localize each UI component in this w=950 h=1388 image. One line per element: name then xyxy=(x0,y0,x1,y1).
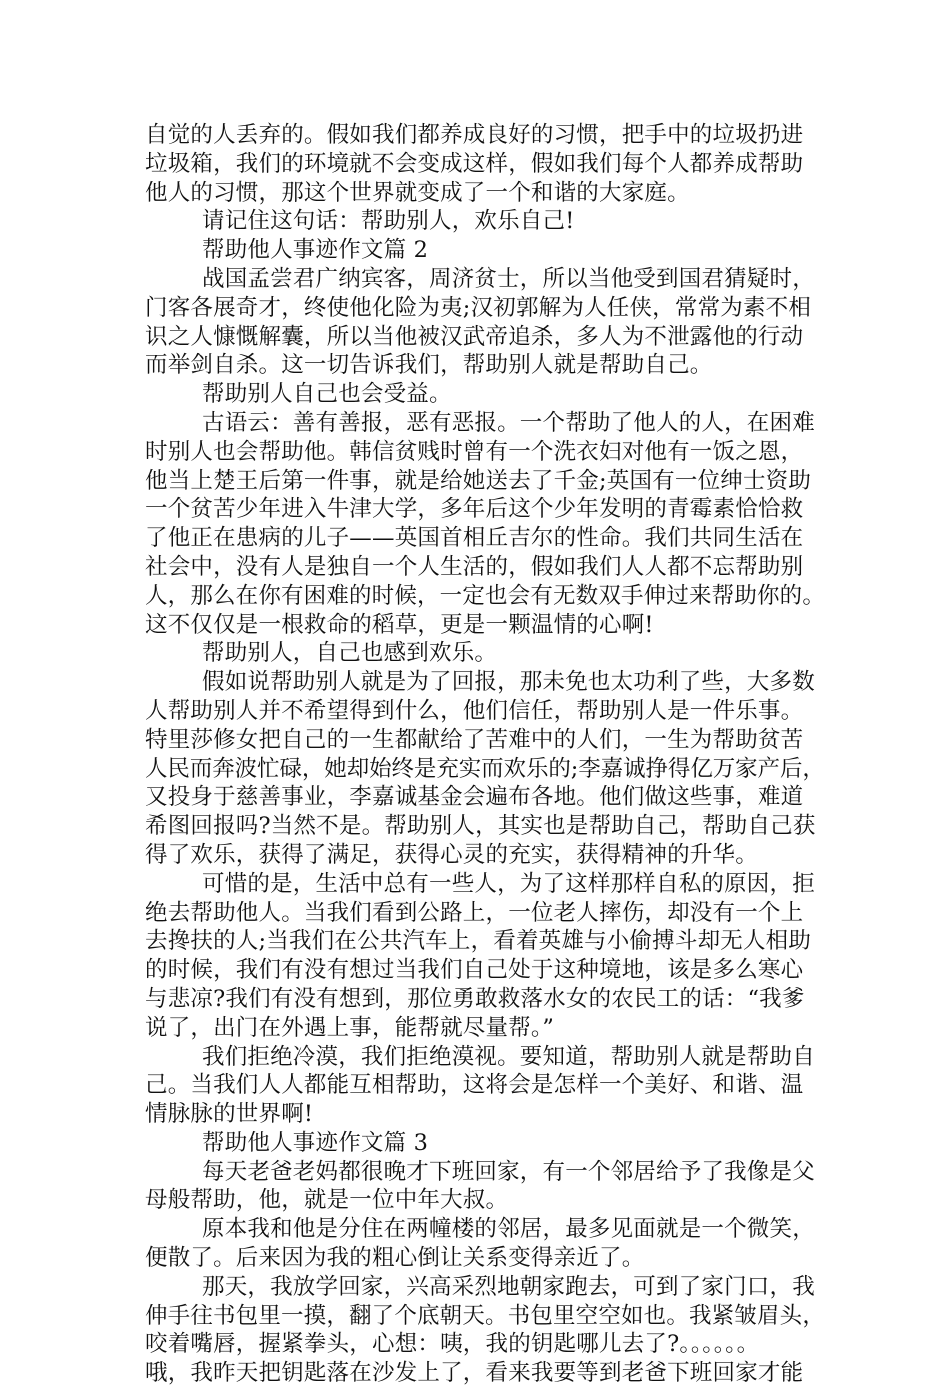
text-line: 假如说帮助别人就是为了回报，那未免也太功利了些，大多数 xyxy=(202,669,815,696)
text-line: 得了欢乐，获得了满足，获得心灵的充实，获得精神的升华。 xyxy=(145,841,758,868)
text-line: 了他正在患病的儿子——英国首相丘吉尔的性命。我们共同生活在 xyxy=(145,525,804,552)
text-line: 可惜的是，生活中总有一些人，为了这样那样自私的原因，拒 xyxy=(202,870,815,897)
text-line: 希图回报吗?当然不是。帮助别人，其实也是帮助自己，帮助自己获 xyxy=(145,813,816,840)
text-line: 帮助别人，自己也感到欢乐。 xyxy=(202,640,498,667)
text-line: 他人的习惯，那这个世界就变成了一个和谐的大家庭。 xyxy=(145,179,690,206)
text-line: 说了，出门在外遇上事，能帮就尽量帮。” xyxy=(145,1014,555,1041)
text-line: 去搀扶的人;当我们在公共汽车上，看着英雄与小偷搏斗却无人相助 xyxy=(145,928,812,955)
text-line: 情脉脉的世界啊! xyxy=(145,1101,314,1128)
document-body xyxy=(145,121,825,1388)
text-line: 帮助别人自己也会受益。 xyxy=(202,381,452,408)
text-line: 他当上楚王后第一件事，就是给她送去了千金;英国有一位绅士资助 xyxy=(145,467,812,494)
text-line: 咬着嘴唇，握紧拳头，心想：咦，我的钥匙哪儿去了?。。。。。。 xyxy=(145,1331,760,1358)
text-line: 战国孟尝君广纳宾客，周济贫士，所以当他受到国君猜疑时， xyxy=(202,265,815,292)
text-line: 社会中，没有人是独自一个人生活的，假如我们人人都不忘帮助别 xyxy=(145,553,804,580)
text-line: 我们拒绝冷漠，我们拒绝漠视。要知道，帮助别人就是帮助自 xyxy=(202,1043,815,1070)
text-line: 门客各展奇才，终使他化险为夷;汉初郭解为人任侠，常常为素不相 xyxy=(145,294,812,321)
text-line: 便散了。后来因为我的粗心倒让关系变得亲近了。 xyxy=(145,1245,645,1272)
text-line: 母般帮助，他，就是一位中年大叔。 xyxy=(145,1187,509,1214)
text-line: 这不仅仅是一根救命的稻草，更是一颗温情的心啊! xyxy=(145,611,654,638)
text-line: 识之人慷慨解囊，所以当他被汉武帝追杀，多人为不泄露他的行动 xyxy=(145,323,804,350)
text-line: 古语云：善有善报，恶有恶报。一个帮助了他人的人，在困难 xyxy=(202,409,815,436)
text-line: 时别人也会帮助他。韩信贫贱时曾有一个洗衣妇对他有一饭之恩， xyxy=(145,438,804,465)
text-line: 垃圾箱，我们的环境就不会变成这样，假如我们每个人都养成帮助 xyxy=(145,150,804,177)
text-line: 请记住这句话：帮助别人，欢乐自己! xyxy=(202,208,575,235)
text-line: 伸手往书包里一摸，翻了个底朝天。书包里空空如也。我紧皱眉头， xyxy=(145,1302,826,1329)
text-line: 一个贫苦少年进入牛津大学，多年后这个少年发明的青霉素恰恰救 xyxy=(145,496,804,523)
text-line: 帮助他人事迹作文篇 3 xyxy=(202,1129,429,1156)
text-line: 人帮助别人并不希望得到什么，他们信任，帮助别人是一件乐事。 xyxy=(145,697,804,724)
text-line: 人民而奔波忙碌，她却始终是充实而欢乐的;李嘉诚挣得亿万家产后， xyxy=(145,755,825,782)
text-line: 与悲凉?我们有没有想到，那位勇敢救落水女的农民工的话：“我爹 xyxy=(145,985,805,1012)
text-line: 绝去帮助他人。当我们看到公路上，一位老人摔伤，却没有一个上 xyxy=(145,899,804,926)
text-line: 而举剑自杀。这一切告诉我们，帮助别人就是帮助自己。 xyxy=(145,352,713,379)
text-line: 自觉的人丢弃的。假如我们都养成良好的习惯，把手中的垃圾扔进 xyxy=(145,122,804,148)
text-line: 那天，我放学回家，兴高采烈地朝家跑去，可到了家门口，我 xyxy=(202,1273,815,1300)
text-line: 的时候，我们有没有想过当我们自己处于这种境地，该是多么寒心 xyxy=(145,957,804,984)
text-line: 己。当我们人人都能互相帮助，这将会是怎样一个美好、和谐、温 xyxy=(145,1072,804,1099)
text-line: 每天老爸老妈都很晚才下班回家，有一个邻居给予了我像是父 xyxy=(202,1158,815,1185)
text-line: 原本我和他是分住在两幢楼的邻居，最多见面就是一个微笑， xyxy=(202,1216,815,1243)
text-line: 哦，我昨天把钥匙落在沙发上了，看来我要等到老爸下班回家才能 xyxy=(145,1360,804,1387)
text-line: 人，那么在你有困难的时候，一定也会有无数双手伸过来帮助你的。 xyxy=(145,582,826,609)
text-line: 特里莎修女把自己的一生都献给了苦难中的人们，一生为帮助贫苦 xyxy=(145,726,804,753)
text-line: 帮助他人事迹作文篇 2 xyxy=(202,237,429,264)
text-line: 又投身于慈善事业，李嘉诚基金会遍布各地。他们做这些事，难道 xyxy=(145,784,804,811)
